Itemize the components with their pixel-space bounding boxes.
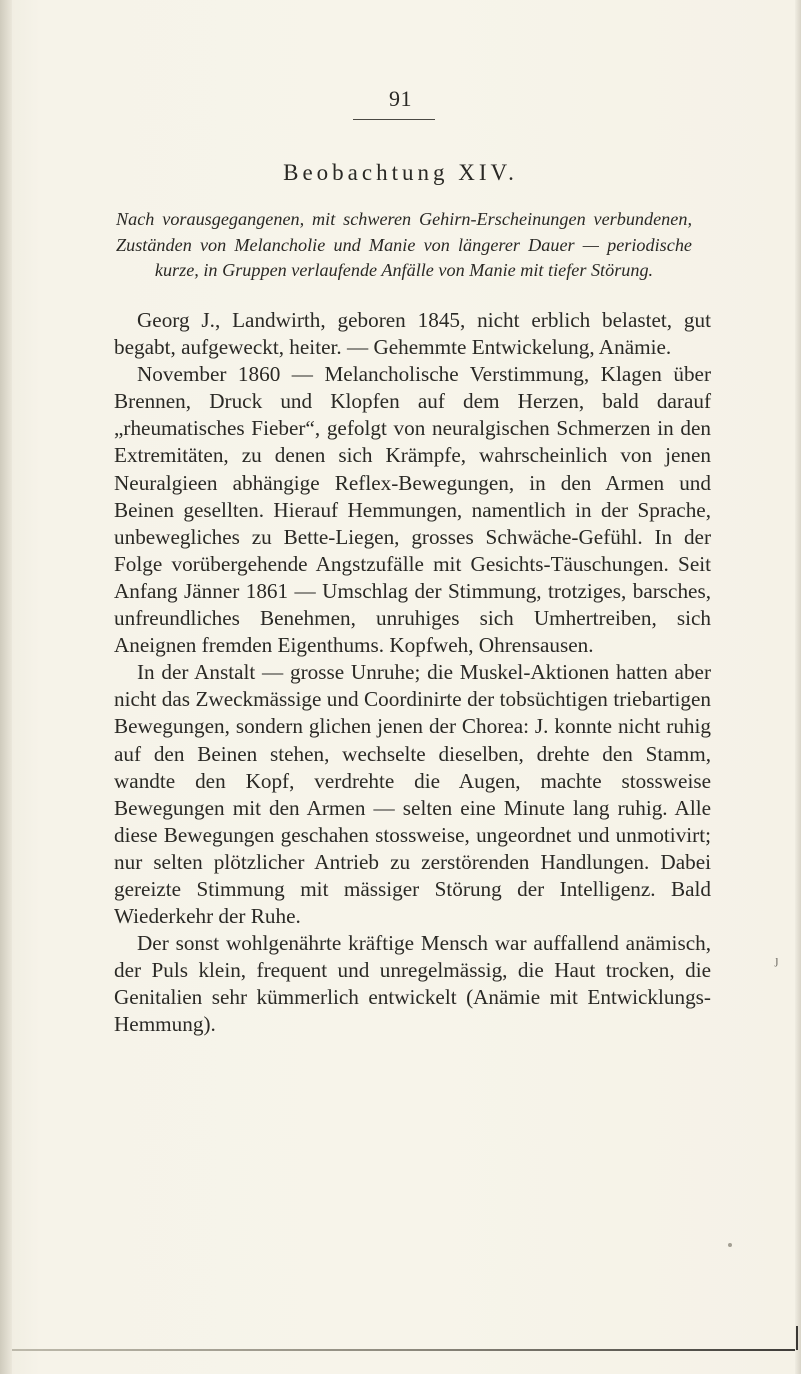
margin-mark: ȷ — [775, 952, 779, 967]
paragraph: November 1860 — Melancholische Verstimmung, Klagen über Brennen, Druck und Klopfen auf dem Herzen, bald darauf „rheumatisches Fieber“, gefolgt von neuralgischen Schmerzen in den Extremitäten, zu denen sich Krämpfe, wahrscheinlich von jenen Neuralgieen abhängige Reflex-Bewegungen, in den Armen und Beinen gesellten. Hierauf Hemmungen, namentlich in der Sprache, unbewegliches zu Bette-Liegen, grosses Schwäche-Gefühl. In der Folge vorübergehende Angstzufälle mit Gesichts-Täuschungen. Seit Anfang Jänner 1861 — Umschlag der Stimmung, trotziges, barsches, unfreundliches Benehmen, unruhiges sich Umhertreiben, sich Aneignen fremden Eigenthums. Kopfweh, Ohrensausen. — [114, 362, 711, 658]
page-edge-shadow — [795, 0, 801, 1374]
page-spine-shadow — [0, 0, 12, 1374]
page-bottom-edge — [12, 1349, 795, 1351]
paragraph: Der sonst wohlgenährte kräftige Mensch war auffallend anämisch, der Puls klein, frequent und unregelmässig, die Haut trocken, die Genitalien sehr kümmerlich entwickelt (Anämie mit Entwicklungs-Hemmung). — [114, 931, 711, 1037]
page-number-underline — [353, 119, 435, 120]
ink-dot — [728, 1243, 732, 1247]
section-heading: Beobachtung XIV. — [283, 160, 518, 185]
body-text — [114, 307, 711, 1039]
paragraph: In der Anstalt — grosse Unruhe; die Muskel-Aktionen hatten aber nicht das Zweckmässige und Coordinirte der tobsüchtigen triebartigen Bewegungen, sondern glichen jenen der Chorea: J. konnte nicht ruhig auf den Beinen stehen, wechselte dieselben, drehte den Stamm, wandte den Kopf, verdrehte die Augen, machte stossweise Bewegungen mit den Armen — selten eine Minute lang ruhig. Alle diese Bewegungen geschahen stossweise, ungeordnet und unmotivirt; nur selten plötzlicher Antrieb zu zerstörenden Handlungen. Dabei gereizte Stimmung mit mässiger Störung der Intelligenz. Bald Wiederkehr der Ruhe. — [114, 660, 711, 929]
page-number: 91 — [389, 86, 412, 111]
section-subtitle: Nach vorausgegangenen, mit schweren Gehirn-Erscheinungen verbundenen, Zuständen von Melancholie und Manie von längerer Dauer — periodische kurze, in Gruppen verlaufende Anfälle von Manie mit tiefer Störung. — [116, 209, 692, 280]
page-corner-edge — [796, 1326, 798, 1350]
paragraph: Georg J., Landwirth, geboren 1845, nicht erblich belastet, gut begabt, aufgeweckt, heiter. — Gehemmte Entwickelung, Anämie. — [114, 308, 711, 360]
